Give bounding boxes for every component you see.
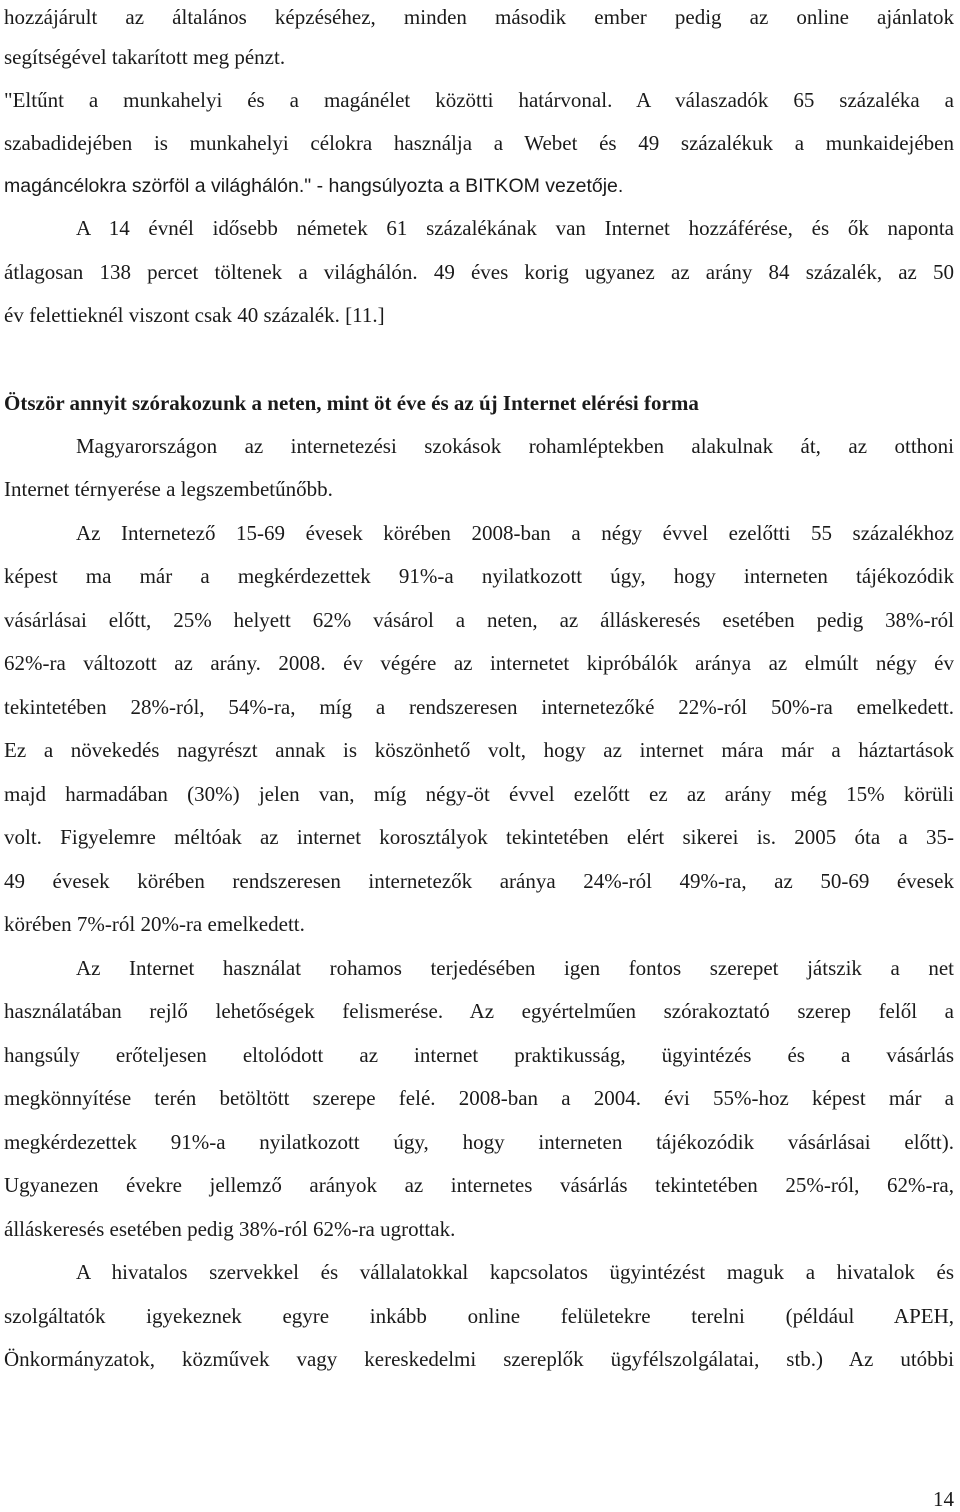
page-number: 14 xyxy=(933,1487,954,1511)
spacer xyxy=(4,336,954,382)
paragraph-online-administration xyxy=(4,1251,954,1382)
text-line: Ez a növekedés nagyrészt annak is köszönhető volt, hogy az internet mára már a háztartások xyxy=(4,738,954,762)
text-line: szolgáltatók igyekeznek egyre inkább online felületekre terelni (például APEH, xyxy=(4,1303,954,1328)
text-line: volt. Figyelemre méltóak az internet korosztályok tekintetében elért sikerei is. 2005 óta a 35- xyxy=(4,825,954,849)
text-line: A hivatalos szervekkel és vállalatokkal kapcsolatos ügyintézést maguk a hivatalok és xyxy=(76,1260,954,1284)
text-line: tekintetében 28%-ról, 54%-ra, míg a rendszeresen internetezőké 22%-ról 50%-ra emelkedett. xyxy=(4,694,954,719)
paragraph-internet-users xyxy=(4,511,954,947)
text-line: hozzájárult az általános képzéséhez, minden második ember pedig az online ajánlatok xyxy=(4,5,954,29)
section-heading: Ötször annyit szórakozunk a neten, mint öt éve és az új Internet elérési forma xyxy=(4,391,699,415)
paragraph-german-stats xyxy=(4,207,954,336)
document-page xyxy=(4,0,954,1382)
paragraph-intro xyxy=(4,425,954,511)
text-line: A 14 évnél idősebb németek 61 százalékának van Internet hozzáférése, és ők naponta xyxy=(76,216,954,240)
text-line: magáncélokra szörföl a világhálón." - hangsúlyozta a BITKOM vezetője. xyxy=(4,175,624,197)
text-line: "Eltűnt a munkahelyi és a magánélet közötti határvonal. A válaszadók 65 százaléka a xyxy=(4,88,954,112)
text-line: Internet térnyerése a legszembetűnőbb. xyxy=(4,477,333,501)
text-line: Ugyanezen évekre jellemző arányok az internetes vásárlás tekintetében 25%-ról, 62%-ra, xyxy=(4,1173,954,1197)
text-line: átlagosan 138 percet töltenek a világhálón. 49 éves korig ugyanez az arány 84 százalék, az 50 xyxy=(4,260,954,284)
paragraph-usage-trends xyxy=(4,947,954,1252)
text-line: használatában rejlő lehetőségek felismerése. Az egyértelműen szórakoztató szerep felől a xyxy=(4,999,954,1023)
text-line: 49 évesek körében rendszeresen internetezők aránya 24%-ról 49%-ra, az 50-69 évesek xyxy=(4,868,954,893)
text-line: segítségével takarított meg pénzt. xyxy=(4,45,286,69)
text-line: körében 7%-ról 20%-ra emelkedett. xyxy=(4,912,305,936)
text-line: vásárlásai előtt, 25% helyett 62% vásárol a neten, az álláskeresés esetében pedig 38%-ról xyxy=(4,607,954,632)
text-line: álláskeresés esetében pedig 38%-ról 62%-ra ugrottak. xyxy=(4,1216,456,1241)
text-line: hangsúly erőteljesen eltolódott az internet praktikusság, ügyintézés és a vásárlás xyxy=(4,1042,954,1067)
text-line: Az Internetező 15-69 évesek körében 2008-ban a négy évvel ezelőtti 55 százalékhoz xyxy=(76,521,954,545)
text-line: 62%-ra változott az arány. 2008. év végére az internetet kipróbálók aránya az elmúlt négy év xyxy=(4,651,954,675)
text-line: megkérdezettek 91%-a nyilatkozott úgy, hogy interneten tájékozódik vásárlásai előtt). xyxy=(4,1129,954,1154)
text-line: Magyarországon az internetezési szokások rohamléptekben alakulnak át, az otthoni xyxy=(76,434,954,458)
paragraph-bitkom xyxy=(4,0,954,207)
text-line: év felettieknél viszont csak 40 százalék. [11.] xyxy=(4,303,385,327)
text-line: Az Internet használat rohamos terjedésében igen fontos szerepet játszik a net xyxy=(76,955,954,980)
text-line: szabadidejében is munkahelyi célokra használja a Webet és 49 százalékuk a munkaidejében xyxy=(4,131,954,155)
text-line: megkönnyítése terén betöltött szerepe felé. 2008-ban a 2004. évi 55%-hoz képest már a xyxy=(4,1086,954,1110)
text-line: Önkormányzatok, közművek vagy kereskedelmi szereplők ügyfélszolgálatai, stb.) Az utóbbi xyxy=(4,1347,954,1371)
text-line: képest ma már a megkérdezettek 91%-a nyilatkozott úgy, hogy interneten tájékozódik xyxy=(4,564,954,588)
text-line: majd harmadában (30%) jelen van, míg négy-öt évvel ezelőtt ez az arány még 15% körüli xyxy=(4,781,954,806)
